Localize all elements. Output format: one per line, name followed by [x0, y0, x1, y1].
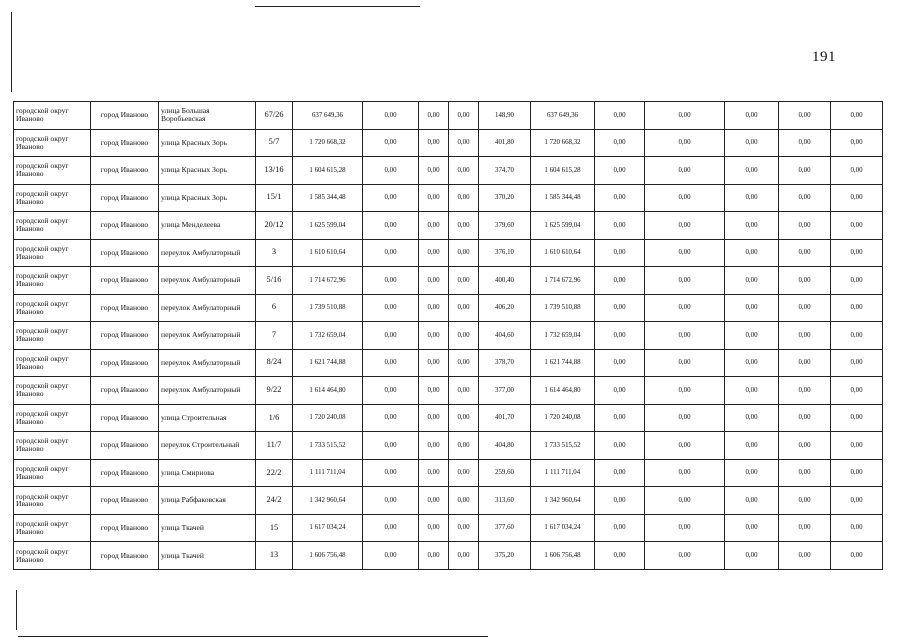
- cell-v6: 0,00: [725, 404, 779, 432]
- cell-v6: 0,00: [725, 212, 779, 240]
- cell-city: город Иваново: [91, 459, 159, 487]
- cell-v3: 0,00: [449, 322, 479, 350]
- cell-v1: 0,00: [363, 157, 419, 185]
- cell-v5: 0,00: [645, 184, 725, 212]
- cell-v1: 0,00: [363, 294, 419, 322]
- cell-city: город Иваново: [91, 102, 159, 130]
- cell-house: 13: [256, 542, 293, 570]
- cell-street: улица Ткачей: [159, 514, 256, 542]
- table-row: [14, 129, 883, 157]
- cell-street: переулок Амбулаторный: [159, 349, 256, 377]
- cell-v2: 0,00: [419, 212, 449, 240]
- cell-district: городской округ Иваново: [14, 432, 91, 460]
- cell-v8: 0,00: [831, 322, 883, 350]
- cell-v1: 0,00: [363, 129, 419, 157]
- cell-district: городской округ Иваново: [14, 514, 91, 542]
- cell-v4: 0,00: [595, 322, 645, 350]
- cell-street: улица Красных Зорь: [159, 184, 256, 212]
- cell-v2: 0,00: [419, 349, 449, 377]
- cell-v4: 0,00: [595, 377, 645, 405]
- table-row: [14, 459, 883, 487]
- cell-v2: 0,00: [419, 184, 449, 212]
- cell-v4: 0,00: [595, 294, 645, 322]
- cell-v4: 0,00: [595, 184, 645, 212]
- cell-cost_repeat: 1 720 668,32: [531, 129, 595, 157]
- cell-cost_total: 1 614 464,80: [293, 377, 363, 405]
- cell-v4: 0,00: [595, 349, 645, 377]
- cell-v1: 0,00: [363, 377, 419, 405]
- cell-cost_total: 1 714 672,96: [293, 267, 363, 295]
- cell-district: городской округ Иваново: [14, 459, 91, 487]
- table-row: [14, 294, 883, 322]
- cell-v4: 0,00: [595, 514, 645, 542]
- cell-city: город Иваново: [91, 157, 159, 185]
- cell-v1: 0,00: [363, 267, 419, 295]
- cell-v2: 0,00: [419, 322, 449, 350]
- table-row: [14, 212, 883, 240]
- cell-v7: 0,00: [779, 459, 831, 487]
- cell-v2: 0,00: [419, 514, 449, 542]
- cell-v6: 0,00: [725, 294, 779, 322]
- cell-v4: 0,00: [595, 404, 645, 432]
- cell-district: городской округ Иваново: [14, 267, 91, 295]
- cell-area: 406,20: [479, 294, 531, 322]
- cell-v6: 0,00: [725, 432, 779, 460]
- cell-house: 67/26: [256, 102, 293, 130]
- cell-v4: 0,00: [595, 157, 645, 185]
- table-row: [14, 239, 883, 267]
- cell-v7: 0,00: [779, 322, 831, 350]
- cell-street: переулок Амбулаторный: [159, 322, 256, 350]
- cell-house: 1/6: [256, 404, 293, 432]
- data-table: [13, 101, 883, 570]
- table-row: [14, 349, 883, 377]
- cell-cost_repeat: 1 625 599,04: [531, 212, 595, 240]
- cell-cost_repeat: 1 714 672,96: [531, 267, 595, 295]
- cell-v6: 0,00: [725, 487, 779, 515]
- cell-v1: 0,00: [363, 514, 419, 542]
- cell-v5: 0,00: [645, 377, 725, 405]
- cell-cost_repeat: 1 610 610,64: [531, 239, 595, 267]
- cell-v2: 0,00: [419, 157, 449, 185]
- cell-v1: 0,00: [363, 487, 419, 515]
- cell-v1: 0,00: [363, 102, 419, 130]
- cell-district: городской округ Иваново: [14, 129, 91, 157]
- cell-v6: 0,00: [725, 377, 779, 405]
- cell-v8: 0,00: [831, 294, 883, 322]
- cell-area: 377,60: [479, 514, 531, 542]
- cell-v4: 0,00: [595, 267, 645, 295]
- table-row: [14, 157, 883, 185]
- cell-street: переулок Амбулаторный: [159, 267, 256, 295]
- cell-house: 20/12: [256, 212, 293, 240]
- cell-v6: 0,00: [725, 322, 779, 350]
- cell-v5: 0,00: [645, 322, 725, 350]
- cell-v7: 0,00: [779, 294, 831, 322]
- cell-v1: 0,00: [363, 239, 419, 267]
- cell-v4: 0,00: [595, 102, 645, 130]
- cell-v6: 0,00: [725, 157, 779, 185]
- cell-v8: 0,00: [831, 129, 883, 157]
- cell-v7: 0,00: [779, 184, 831, 212]
- cell-street: улица Рабфаковская: [159, 487, 256, 515]
- cell-v8: 0,00: [831, 487, 883, 515]
- cell-city: город Иваново: [91, 487, 159, 515]
- cell-district: городской округ Иваново: [14, 542, 91, 570]
- cell-v2: 0,00: [419, 404, 449, 432]
- cell-house: 5/16: [256, 267, 293, 295]
- cell-city: город Иваново: [91, 267, 159, 295]
- table-row: [14, 432, 883, 460]
- cell-street: улица Строительная: [159, 404, 256, 432]
- cell-area: 376,10: [479, 239, 531, 267]
- cell-cost_total: 1 610 610,64: [293, 239, 363, 267]
- cell-v1: 0,00: [363, 212, 419, 240]
- cell-house: 11/7: [256, 432, 293, 460]
- cell-area: 400,40: [479, 267, 531, 295]
- cell-cost_total: 1 720 668,32: [293, 129, 363, 157]
- cell-v6: 0,00: [725, 239, 779, 267]
- cell-v8: 0,00: [831, 102, 883, 130]
- cell-v1: 0,00: [363, 184, 419, 212]
- cell-house: 9/22: [256, 377, 293, 405]
- cell-city: город Иваново: [91, 432, 159, 460]
- cell-area: 379,60: [479, 212, 531, 240]
- cell-cost_repeat: 1 614 464,80: [531, 377, 595, 405]
- cell-area: 374,70: [479, 157, 531, 185]
- cell-house: 15/1: [256, 184, 293, 212]
- table-row: [14, 377, 883, 405]
- cell-v8: 0,00: [831, 432, 883, 460]
- cell-v6: 0,00: [725, 514, 779, 542]
- cell-cost_repeat: 637 649,36: [531, 102, 595, 130]
- cell-v2: 0,00: [419, 102, 449, 130]
- cell-v1: 0,00: [363, 404, 419, 432]
- cell-house: 8/24: [256, 349, 293, 377]
- cell-cost_total: 1 739 510,88: [293, 294, 363, 322]
- cell-v8: 0,00: [831, 404, 883, 432]
- cell-v7: 0,00: [779, 102, 831, 130]
- cell-v7: 0,00: [779, 377, 831, 405]
- cell-district: городской округ Иваново: [14, 377, 91, 405]
- cell-cost_total: 1 733 515,52: [293, 432, 363, 460]
- cell-city: город Иваново: [91, 129, 159, 157]
- cell-v6: 0,00: [725, 184, 779, 212]
- cell-house: 15: [256, 514, 293, 542]
- cell-street: улица Менделеева: [159, 212, 256, 240]
- table-row: [14, 404, 883, 432]
- cell-street: переулок Амбулаторный: [159, 377, 256, 405]
- cell-city: город Иваново: [91, 542, 159, 570]
- table-row: [14, 487, 883, 515]
- table-body: [14, 102, 883, 570]
- cell-area: 259,60: [479, 459, 531, 487]
- cell-v4: 0,00: [595, 212, 645, 240]
- cell-area: 370,20: [479, 184, 531, 212]
- cell-house: 13/16: [256, 157, 293, 185]
- cell-area: 313,60: [479, 487, 531, 515]
- cell-area: 375,20: [479, 542, 531, 570]
- cell-cost_total: 1 625 599,04: [293, 212, 363, 240]
- cell-city: город Иваново: [91, 514, 159, 542]
- cell-v4: 0,00: [595, 432, 645, 460]
- cell-cost_repeat: 1 720 240,08: [531, 404, 595, 432]
- cell-v7: 0,00: [779, 157, 831, 185]
- cell-v3: 0,00: [449, 377, 479, 405]
- cell-v2: 0,00: [419, 294, 449, 322]
- cell-house: 24/2: [256, 487, 293, 515]
- cell-v7: 0,00: [779, 432, 831, 460]
- cell-district: городской округ Иваново: [14, 404, 91, 432]
- table-row: [14, 102, 883, 130]
- cell-cost_repeat: 1 617 034,24: [531, 514, 595, 542]
- cell-district: городской округ Иваново: [14, 157, 91, 185]
- cell-v2: 0,00: [419, 487, 449, 515]
- cell-area: 148,90: [479, 102, 531, 130]
- cell-v4: 0,00: [595, 459, 645, 487]
- cell-v3: 0,00: [449, 432, 479, 460]
- cell-v3: 0,00: [449, 239, 479, 267]
- cell-city: город Иваново: [91, 184, 159, 212]
- cell-cost_total: 637 649,36: [293, 102, 363, 130]
- cell-v4: 0,00: [595, 542, 645, 570]
- scan-artifact-left-mark-lower: [16, 590, 17, 630]
- cell-street: переулок Амбулаторный: [159, 239, 256, 267]
- cell-v2: 0,00: [419, 239, 449, 267]
- cell-v5: 0,00: [645, 157, 725, 185]
- cell-v2: 0,00: [419, 432, 449, 460]
- cell-area: 401,70: [479, 404, 531, 432]
- cell-district: городской округ Иваново: [14, 294, 91, 322]
- cell-v5: 0,00: [645, 404, 725, 432]
- cell-cost_total: 1 606 756,48: [293, 542, 363, 570]
- cell-street: улица Смирнова: [159, 459, 256, 487]
- cell-street: улица Красных Зорь: [159, 157, 256, 185]
- cell-v7: 0,00: [779, 267, 831, 295]
- cell-cost_total: 1 111 711,04: [293, 459, 363, 487]
- cell-v3: 0,00: [449, 542, 479, 570]
- cell-v3: 0,00: [449, 487, 479, 515]
- cell-area: 404,60: [479, 322, 531, 350]
- table-row: [14, 184, 883, 212]
- cell-street: улица Ткачей: [159, 542, 256, 570]
- cell-v5: 0,00: [645, 459, 725, 487]
- cell-v3: 0,00: [449, 129, 479, 157]
- cell-house: 6: [256, 294, 293, 322]
- cell-v7: 0,00: [779, 542, 831, 570]
- cell-cost_total: 1 720 240,08: [293, 404, 363, 432]
- cell-area: 401,80: [479, 129, 531, 157]
- cell-cost_repeat: 1 739 510,88: [531, 294, 595, 322]
- cell-city: город Иваново: [91, 294, 159, 322]
- cell-district: городской округ Иваново: [14, 239, 91, 267]
- cell-cost_repeat: 1 621 744,88: [531, 349, 595, 377]
- cell-v6: 0,00: [725, 349, 779, 377]
- cell-v5: 0,00: [645, 239, 725, 267]
- cell-cost_repeat: 1 732 659,04: [531, 322, 595, 350]
- cell-v1: 0,00: [363, 322, 419, 350]
- cell-district: городской округ Иваново: [14, 102, 91, 130]
- table-row: [14, 514, 883, 542]
- cell-area: 378,70: [479, 349, 531, 377]
- cell-v1: 0,00: [363, 542, 419, 570]
- cell-cost_total: 1 621 744,88: [293, 349, 363, 377]
- cell-v8: 0,00: [831, 184, 883, 212]
- cell-v2: 0,00: [419, 267, 449, 295]
- table-row: [14, 322, 883, 350]
- cell-v1: 0,00: [363, 349, 419, 377]
- cell-v3: 0,00: [449, 404, 479, 432]
- cell-v7: 0,00: [779, 404, 831, 432]
- cell-v5: 0,00: [645, 294, 725, 322]
- cell-v8: 0,00: [831, 377, 883, 405]
- cell-v1: 0,00: [363, 432, 419, 460]
- cell-v7: 0,00: [779, 487, 831, 515]
- cell-cost_repeat: 1 342 960,64: [531, 487, 595, 515]
- cell-city: город Иваново: [91, 322, 159, 350]
- cell-cost_total: 1 585 344,48: [293, 184, 363, 212]
- scan-artifact-top-rule: [255, 6, 420, 7]
- cell-city: город Иваново: [91, 404, 159, 432]
- cell-v7: 0,00: [779, 349, 831, 377]
- cell-v7: 0,00: [779, 129, 831, 157]
- cell-v8: 0,00: [831, 157, 883, 185]
- cell-district: городской округ Иваново: [14, 322, 91, 350]
- cell-area: 377,00: [479, 377, 531, 405]
- table-row: [14, 267, 883, 295]
- cell-city: город Иваново: [91, 239, 159, 267]
- cell-v5: 0,00: [645, 514, 725, 542]
- cell-v2: 0,00: [419, 129, 449, 157]
- cell-v8: 0,00: [831, 542, 883, 570]
- cell-v3: 0,00: [449, 267, 479, 295]
- cell-cost_total: 1 617 034,24: [293, 514, 363, 542]
- cell-v8: 0,00: [831, 212, 883, 240]
- cell-city: город Иваново: [91, 349, 159, 377]
- cell-cost_total: 1 604 615,28: [293, 157, 363, 185]
- cell-city: город Иваново: [91, 212, 159, 240]
- cell-v3: 0,00: [449, 294, 479, 322]
- cell-v5: 0,00: [645, 432, 725, 460]
- cell-v6: 0,00: [725, 267, 779, 295]
- cell-v2: 0,00: [419, 377, 449, 405]
- page-number: 191: [812, 49, 836, 65]
- cell-street: переулок Строительный: [159, 432, 256, 460]
- cell-house: 5/7: [256, 129, 293, 157]
- cell-v3: 0,00: [449, 212, 479, 240]
- cell-v7: 0,00: [779, 514, 831, 542]
- cell-cost_repeat: 1 606 756,48: [531, 542, 595, 570]
- cell-cost_total: 1 342 960,64: [293, 487, 363, 515]
- cell-v2: 0,00: [419, 542, 449, 570]
- cell-v3: 0,00: [449, 514, 479, 542]
- scan-artifact-bottom-rule: [18, 636, 488, 637]
- cell-house: 3: [256, 239, 293, 267]
- cell-cost_repeat: 1 111 711,04: [531, 459, 595, 487]
- cell-area: 404,80: [479, 432, 531, 460]
- cell-v5: 0,00: [645, 487, 725, 515]
- cell-v4: 0,00: [595, 239, 645, 267]
- cell-v7: 0,00: [779, 239, 831, 267]
- cell-v8: 0,00: [831, 267, 883, 295]
- cell-v6: 0,00: [725, 459, 779, 487]
- cell-v6: 0,00: [725, 542, 779, 570]
- cell-v6: 0,00: [725, 129, 779, 157]
- cell-v2: 0,00: [419, 459, 449, 487]
- cell-v6: 0,00: [725, 102, 779, 130]
- cell-v1: 0,00: [363, 459, 419, 487]
- cell-v4: 0,00: [595, 487, 645, 515]
- cell-v3: 0,00: [449, 102, 479, 130]
- cell-district: городской округ Иваново: [14, 212, 91, 240]
- cell-house: 22/2: [256, 459, 293, 487]
- cell-v5: 0,00: [645, 267, 725, 295]
- cell-district: городской округ Иваново: [14, 487, 91, 515]
- cell-v5: 0,00: [645, 349, 725, 377]
- cell-v3: 0,00: [449, 157, 479, 185]
- cell-v3: 0,00: [449, 459, 479, 487]
- cell-street: улица Большая Воробьевская: [159, 102, 256, 130]
- cell-v5: 0,00: [645, 212, 725, 240]
- cell-v3: 0,00: [449, 349, 479, 377]
- cell-cost_total: 1 732 659,04: [293, 322, 363, 350]
- cell-cost_repeat: 1 604 615,28: [531, 157, 595, 185]
- cell-city: город Иваново: [91, 377, 159, 405]
- cell-v8: 0,00: [831, 459, 883, 487]
- cell-street: улица Красных Зорь: [159, 129, 256, 157]
- cell-house: 7: [256, 322, 293, 350]
- cell-district: городской округ Иваново: [14, 184, 91, 212]
- cell-v8: 0,00: [831, 514, 883, 542]
- scan-artifact-left-mark: [11, 12, 12, 92]
- cell-v3: 0,00: [449, 184, 479, 212]
- cell-street: переулок Амбулаторный: [159, 294, 256, 322]
- table-row: [14, 542, 883, 570]
- cell-v5: 0,00: [645, 129, 725, 157]
- cell-v7: 0,00: [779, 212, 831, 240]
- cell-v8: 0,00: [831, 349, 883, 377]
- cell-cost_repeat: 1 733 515,52: [531, 432, 595, 460]
- cell-v4: 0,00: [595, 129, 645, 157]
- cell-v5: 0,00: [645, 542, 725, 570]
- cell-cost_repeat: 1 585 344,48: [531, 184, 595, 212]
- cell-district: городской округ Иваново: [14, 349, 91, 377]
- cell-v5: 0,00: [645, 102, 725, 130]
- cell-v8: 0,00: [831, 239, 883, 267]
